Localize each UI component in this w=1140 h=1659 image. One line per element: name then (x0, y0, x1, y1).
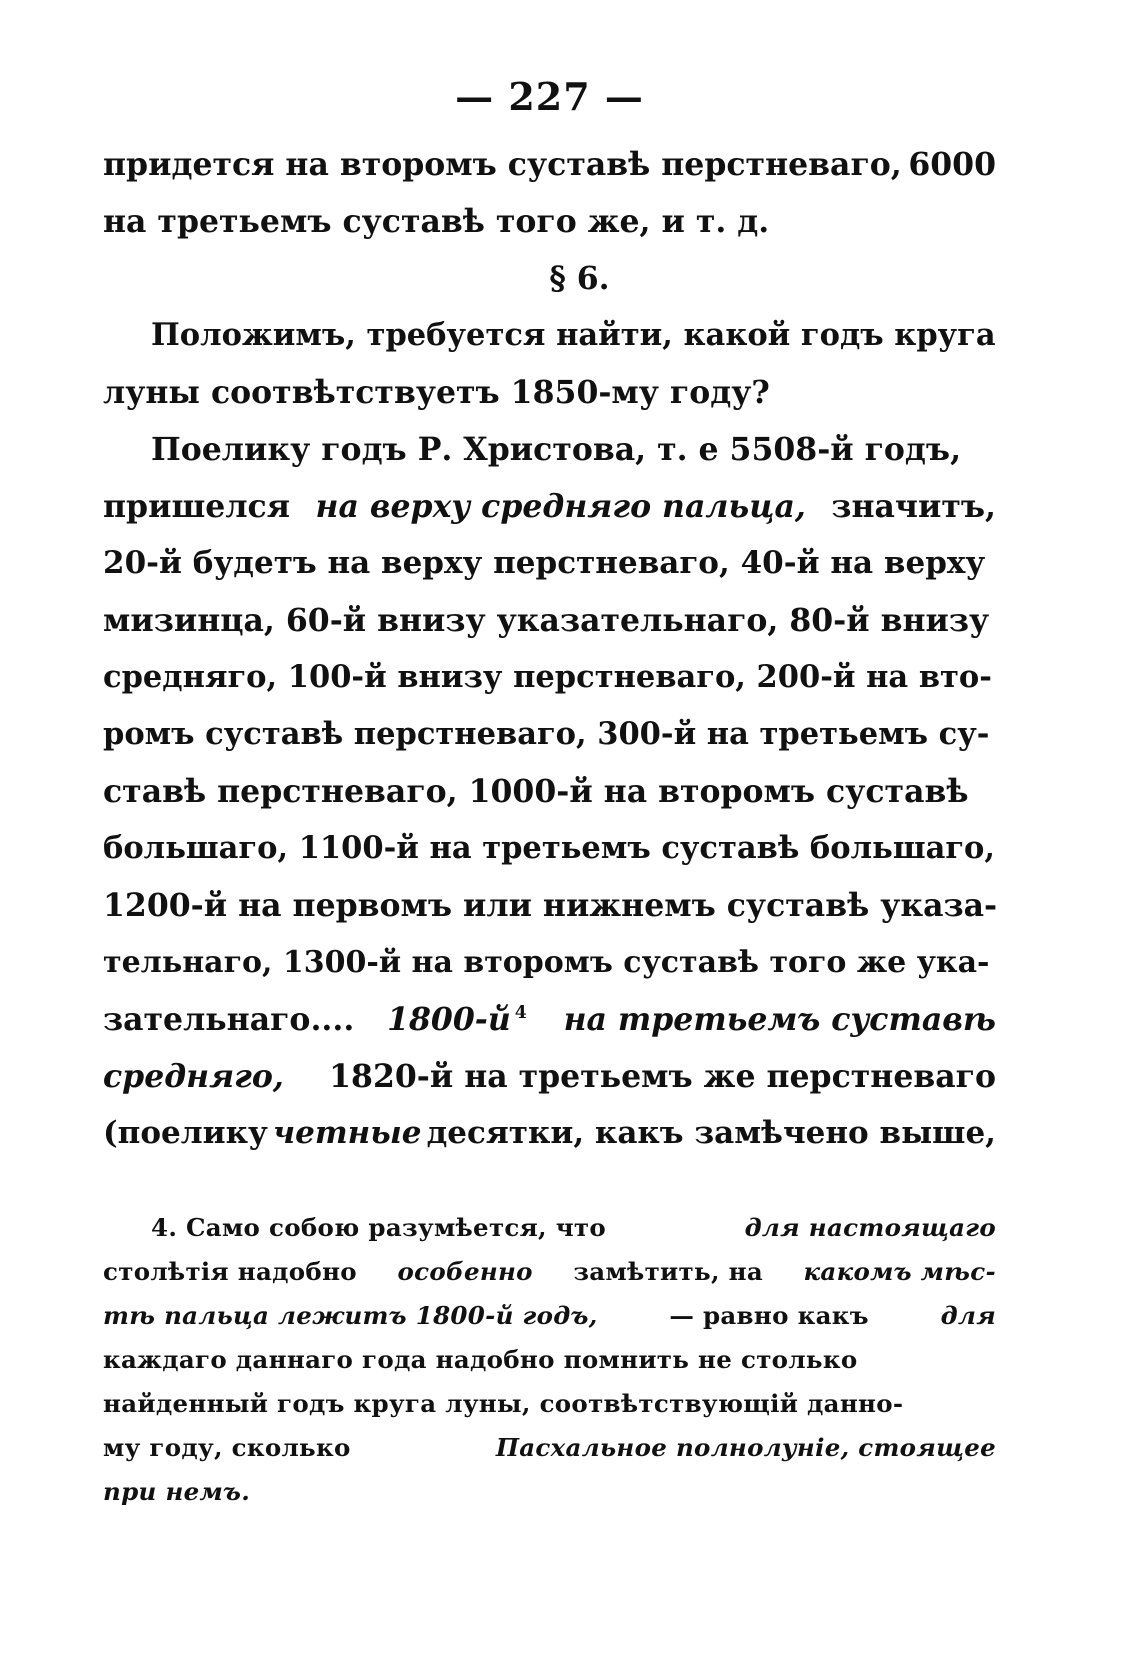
footnote-line: каждаго даннаго года надобно помнить не столько (103, 1345, 858, 1374)
text-line: средняго, 1820-й на третьемъ же перстневаго (103, 1048, 996, 1105)
text-line: придется на второмъ суставѣ перстневаго, 6000 (103, 146, 996, 183)
text-line: 20-й будетъ на верху перстневаго, 40-й на верху (103, 545, 986, 581)
text-line: ромъ суставѣ перстневаго, 300-й на третьемъ су- (103, 716, 990, 752)
text-line: ставѣ перстневаго, 1000-й на второмъ суставѣ (103, 773, 969, 810)
text-line: луны соотвѣтствуетъ 1850-му году? (103, 374, 770, 411)
text-line: Положимъ, требуется найти, какой годъ круга (151, 317, 996, 353)
italic-phrase: четные (272, 1115, 422, 1151)
footnote-line: столѣтія надобно особенно замѣтить, на какомъ мѣс- (103, 1250, 996, 1294)
italic-phrase: 1800-й (387, 1001, 511, 1038)
italic-phrase: при немъ. (103, 1477, 251, 1506)
italic-phrase: на третьемъ суставѣ (563, 1001, 996, 1038)
page-number: — 227 — (455, 74, 644, 119)
text-line: 1200-й на первомъ или нижнемъ суставѣ указа- (103, 887, 998, 924)
footnote-line: му году, сколько Пасхальное полнолуніе, стоящее (103, 1426, 996, 1470)
text-line: мизинца, 60-й внизу указательнаго, 80-й внизу (103, 602, 990, 639)
text-line: тельнаго, 1300-й на второмъ суставѣ того же ука- (103, 945, 990, 980)
italic-phrase: для настоящаго (744, 1213, 996, 1242)
text-line: средняго, 100-й внизу перстневаго, 200-й на вто- (103, 659, 992, 695)
text-line: пришелся на верху средняго пальца, значитъ, (103, 478, 996, 535)
footnote (103, 1206, 996, 1514)
italic-phrase: для (940, 1301, 996, 1330)
italic-phrase: Пасхальное полнолуніе, стоящее (495, 1433, 996, 1462)
text-line: зательнаго.... 1800-й $^4$ на третьемъ суставѣ (103, 991, 996, 1048)
footnote-line: тѣ пальца лежитъ 1800-й годъ, — равно какъ для (103, 1294, 996, 1338)
italic-phrase: средняго, (103, 1058, 284, 1095)
footnote-ref: 4 (514, 1002, 527, 1023)
text-line: большаго, 1100-й на третьемъ суставѣ большаго, (103, 830, 996, 866)
italic-phrase: какомъ мѣс- (803, 1257, 996, 1286)
italic-phrase: тѣ пальца лежитъ 1800-й годъ, (103, 1301, 598, 1330)
italic-phrase: особенно (397, 1257, 533, 1286)
footnote-line: найденный годъ круга луны, соотвѣтствующій данно- (103, 1389, 904, 1418)
footnote-line: 4. Само собою разумѣется, что для настоящаго (103, 1206, 996, 1250)
page (103, 58, 996, 1162)
text-line: (поелику четные десятки, какъ замѣчено выше, (103, 1105, 996, 1162)
text-line: Поелику годъ Р. Христова, т. е 5508-й годъ, (151, 431, 962, 468)
footnote-line (103, 1470, 996, 1514)
italic-phrase: на верху средняго пальца, (315, 488, 806, 525)
main-text (103, 136, 996, 1162)
section-heading: § 6. (549, 260, 610, 297)
text-line: на третьемъ суставѣ того же, и т. д. (103, 203, 770, 240)
